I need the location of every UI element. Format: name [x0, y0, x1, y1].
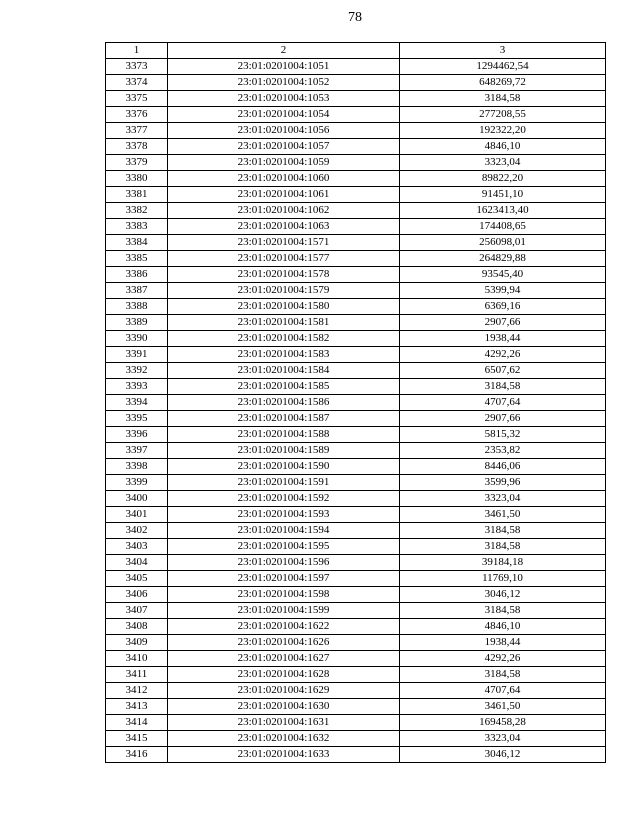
row-number-cell: 3397 — [106, 443, 168, 459]
cadastral-number-cell: 23:01:0201004:1059 — [168, 155, 400, 171]
column-header-3: 3 — [400, 43, 606, 59]
value-cell: 5815,32 — [400, 427, 606, 443]
row-number-cell: 3398 — [106, 459, 168, 475]
cadastral-number-cell: 23:01:0201004:1590 — [168, 459, 400, 475]
cadastral-number-cell: 23:01:0201004:1577 — [168, 251, 400, 267]
table-row — [106, 331, 606, 347]
row-number-cell: 3382 — [106, 203, 168, 219]
cadastral-number-cell: 23:01:0201004:1579 — [168, 283, 400, 299]
value-cell: 1938,44 — [400, 331, 606, 347]
row-number-cell: 3394 — [106, 395, 168, 411]
row-number-cell: 3392 — [106, 363, 168, 379]
value-cell: 174408,65 — [400, 219, 606, 235]
value-cell: 3184,58 — [400, 523, 606, 539]
row-number-cell: 3413 — [106, 699, 168, 715]
row-number-cell: 3399 — [106, 475, 168, 491]
cadastral-number-cell: 23:01:0201004:1585 — [168, 379, 400, 395]
value-cell: 2907,66 — [400, 411, 606, 427]
table-row — [106, 571, 606, 587]
value-cell: 4707,64 — [400, 683, 606, 699]
table-row — [106, 299, 606, 315]
table-row — [106, 59, 606, 75]
value-cell: 8446,06 — [400, 459, 606, 475]
value-cell: 4846,10 — [400, 139, 606, 155]
table-row — [106, 619, 606, 635]
cadastral-number-cell: 23:01:0201004:1062 — [168, 203, 400, 219]
cadastral-number-cell: 23:01:0201004:1053 — [168, 91, 400, 107]
row-number-cell: 3383 — [106, 219, 168, 235]
value-cell: 3323,04 — [400, 491, 606, 507]
value-cell: 3184,58 — [400, 539, 606, 555]
value-cell: 3184,58 — [400, 603, 606, 619]
table-row — [106, 715, 606, 731]
cadastral-number-cell: 23:01:0201004:1063 — [168, 219, 400, 235]
page-number: 78 — [348, 10, 362, 25]
cadastral-number-cell: 23:01:0201004:1591 — [168, 475, 400, 491]
value-cell: 256098,01 — [400, 235, 606, 251]
table-row — [106, 203, 606, 219]
value-cell: 1623413,40 — [400, 203, 606, 219]
row-number-cell: 3385 — [106, 251, 168, 267]
cadastral-number-cell: 23:01:0201004:1596 — [168, 555, 400, 571]
cadastral-number-cell: 23:01:0201004:1593 — [168, 507, 400, 523]
row-number-cell: 3377 — [106, 123, 168, 139]
row-number-cell: 3379 — [106, 155, 168, 171]
value-cell: 11769,10 — [400, 571, 606, 587]
table-row — [106, 699, 606, 715]
row-number-cell: 3391 — [106, 347, 168, 363]
row-number-cell: 3408 — [106, 619, 168, 635]
table-row — [106, 683, 606, 699]
row-number-cell: 3416 — [106, 747, 168, 763]
cadastral-number-cell: 23:01:0201004:1626 — [168, 635, 400, 651]
cadastral-number-cell: 23:01:0201004:1587 — [168, 411, 400, 427]
cadastral-number-cell: 23:01:0201004:1586 — [168, 395, 400, 411]
cadastral-value-table — [105, 42, 606, 763]
value-cell: 91451,10 — [400, 187, 606, 203]
table-row — [106, 267, 606, 283]
row-number-cell: 3386 — [106, 267, 168, 283]
table-row — [106, 427, 606, 443]
cadastral-number-cell: 23:01:0201004:1051 — [168, 59, 400, 75]
value-cell: 5399,94 — [400, 283, 606, 299]
row-number-cell: 3401 — [106, 507, 168, 523]
value-cell: 2907,66 — [400, 315, 606, 331]
table-row — [106, 459, 606, 475]
table-row — [106, 315, 606, 331]
value-cell: 3184,58 — [400, 667, 606, 683]
value-cell: 3323,04 — [400, 731, 606, 747]
table-row — [106, 443, 606, 459]
table-row — [106, 283, 606, 299]
row-number-cell: 3403 — [106, 539, 168, 555]
cadastral-number-cell: 23:01:0201004:1584 — [168, 363, 400, 379]
table-row — [106, 171, 606, 187]
row-number-cell: 3393 — [106, 379, 168, 395]
row-number-cell: 3384 — [106, 235, 168, 251]
row-number-cell: 3375 — [106, 91, 168, 107]
table-row — [106, 507, 606, 523]
value-cell: 169458,28 — [400, 715, 606, 731]
value-cell: 3323,04 — [400, 155, 606, 171]
row-number-cell: 3387 — [106, 283, 168, 299]
table-row — [106, 379, 606, 395]
cadastral-number-cell: 23:01:0201004:1632 — [168, 731, 400, 747]
value-cell: 93545,40 — [400, 267, 606, 283]
cadastral-number-cell: 23:01:0201004:1594 — [168, 523, 400, 539]
row-number-cell: 3414 — [106, 715, 168, 731]
table-row — [106, 555, 606, 571]
cadastral-number-cell: 23:01:0201004:1582 — [168, 331, 400, 347]
row-number-cell: 3373 — [106, 59, 168, 75]
row-number-cell: 3390 — [106, 331, 168, 347]
value-cell: 648269,72 — [400, 75, 606, 91]
value-cell: 2353,82 — [400, 443, 606, 459]
table-header-row — [106, 43, 606, 59]
column-header-2: 2 — [168, 43, 400, 59]
row-number-cell: 3396 — [106, 427, 168, 443]
cadastral-number-cell: 23:01:0201004:1597 — [168, 571, 400, 587]
cadastral-number-cell: 23:01:0201004:1061 — [168, 187, 400, 203]
table-row — [106, 635, 606, 651]
cadastral-number-cell: 23:01:0201004:1599 — [168, 603, 400, 619]
value-cell: 192322,20 — [400, 123, 606, 139]
row-number-cell: 3409 — [106, 635, 168, 651]
value-cell: 4292,26 — [400, 347, 606, 363]
cadastral-number-cell: 23:01:0201004:1595 — [168, 539, 400, 555]
value-cell: 1294462,54 — [400, 59, 606, 75]
value-cell: 3184,58 — [400, 379, 606, 395]
cadastral-number-cell: 23:01:0201004:1627 — [168, 651, 400, 667]
column-header-1: 1 — [106, 43, 168, 59]
cadastral-number-cell: 23:01:0201004:1598 — [168, 587, 400, 603]
table-row — [106, 731, 606, 747]
table-row — [106, 107, 606, 123]
value-cell: 3461,50 — [400, 699, 606, 715]
row-number-cell: 3404 — [106, 555, 168, 571]
table-row — [106, 91, 606, 107]
row-number-cell: 3395 — [106, 411, 168, 427]
cadastral-number-cell: 23:01:0201004:1592 — [168, 491, 400, 507]
row-number-cell: 3381 — [106, 187, 168, 203]
table-row — [106, 75, 606, 91]
cadastral-number-cell: 23:01:0201004:1628 — [168, 667, 400, 683]
cadastral-number-cell: 23:01:0201004:1588 — [168, 427, 400, 443]
row-number-cell: 3376 — [106, 107, 168, 123]
cadastral-number-cell: 23:01:0201004:1629 — [168, 683, 400, 699]
row-number-cell: 3400 — [106, 491, 168, 507]
value-cell: 3599,96 — [400, 475, 606, 491]
table-row — [106, 587, 606, 603]
table-row — [106, 651, 606, 667]
table-row — [106, 219, 606, 235]
value-cell: 4846,10 — [400, 619, 606, 635]
value-cell: 6369,16 — [400, 299, 606, 315]
value-cell: 89822,20 — [400, 171, 606, 187]
value-cell: 6507,62 — [400, 363, 606, 379]
cadastral-number-cell: 23:01:0201004:1578 — [168, 267, 400, 283]
table-row — [106, 347, 606, 363]
cadastral-number-cell: 23:01:0201004:1571 — [168, 235, 400, 251]
cadastral-number-cell: 23:01:0201004:1583 — [168, 347, 400, 363]
table-row — [106, 523, 606, 539]
cadastral-number-cell: 23:01:0201004:1052 — [168, 75, 400, 91]
value-cell: 3046,12 — [400, 747, 606, 763]
table-row — [106, 747, 606, 763]
value-cell: 264829,88 — [400, 251, 606, 267]
cadastral-number-cell: 23:01:0201004:1622 — [168, 619, 400, 635]
table-header — [106, 43, 606, 59]
table-row — [106, 475, 606, 491]
table-row — [106, 491, 606, 507]
cadastral-number-cell: 23:01:0201004:1589 — [168, 443, 400, 459]
table-row — [106, 539, 606, 555]
row-number-cell: 3378 — [106, 139, 168, 155]
value-cell: 4292,26 — [400, 651, 606, 667]
row-number-cell: 3407 — [106, 603, 168, 619]
row-number-cell: 3388 — [106, 299, 168, 315]
cadastral-number-cell: 23:01:0201004:1057 — [168, 139, 400, 155]
row-number-cell: 3410 — [106, 651, 168, 667]
row-number-cell: 3415 — [106, 731, 168, 747]
table-row — [106, 251, 606, 267]
table-row — [106, 667, 606, 683]
table-row — [106, 603, 606, 619]
table-row — [106, 363, 606, 379]
cadastral-number-cell: 23:01:0201004:1631 — [168, 715, 400, 731]
table-body — [106, 59, 606, 763]
cadastral-number-cell: 23:01:0201004:1630 — [168, 699, 400, 715]
cadastral-number-cell: 23:01:0201004:1633 — [168, 747, 400, 763]
row-number-cell: 3389 — [106, 315, 168, 331]
table-row — [106, 235, 606, 251]
cadastral-number-cell: 23:01:0201004:1580 — [168, 299, 400, 315]
row-number-cell: 3411 — [106, 667, 168, 683]
row-number-cell: 3380 — [106, 171, 168, 187]
table-row — [106, 395, 606, 411]
value-cell: 3461,50 — [400, 507, 606, 523]
table-row — [106, 155, 606, 171]
row-number-cell: 3374 — [106, 75, 168, 91]
value-cell: 4707,64 — [400, 395, 606, 411]
row-number-cell: 3405 — [106, 571, 168, 587]
row-number-cell: 3406 — [106, 587, 168, 603]
value-cell: 277208,55 — [400, 107, 606, 123]
table-row — [106, 139, 606, 155]
value-cell: 3184,58 — [400, 91, 606, 107]
row-number-cell: 3412 — [106, 683, 168, 699]
row-number-cell: 3402 — [106, 523, 168, 539]
value-cell: 1938,44 — [400, 635, 606, 651]
table-row — [106, 411, 606, 427]
cadastral-number-cell: 23:01:0201004:1054 — [168, 107, 400, 123]
table-row — [106, 187, 606, 203]
cadastral-number-cell: 23:01:0201004:1060 — [168, 171, 400, 187]
value-cell: 3046,12 — [400, 587, 606, 603]
value-cell: 39184,18 — [400, 555, 606, 571]
cadastral-number-cell: 23:01:0201004:1581 — [168, 315, 400, 331]
cadastral-number-cell: 23:01:0201004:1056 — [168, 123, 400, 139]
table-row — [106, 123, 606, 139]
